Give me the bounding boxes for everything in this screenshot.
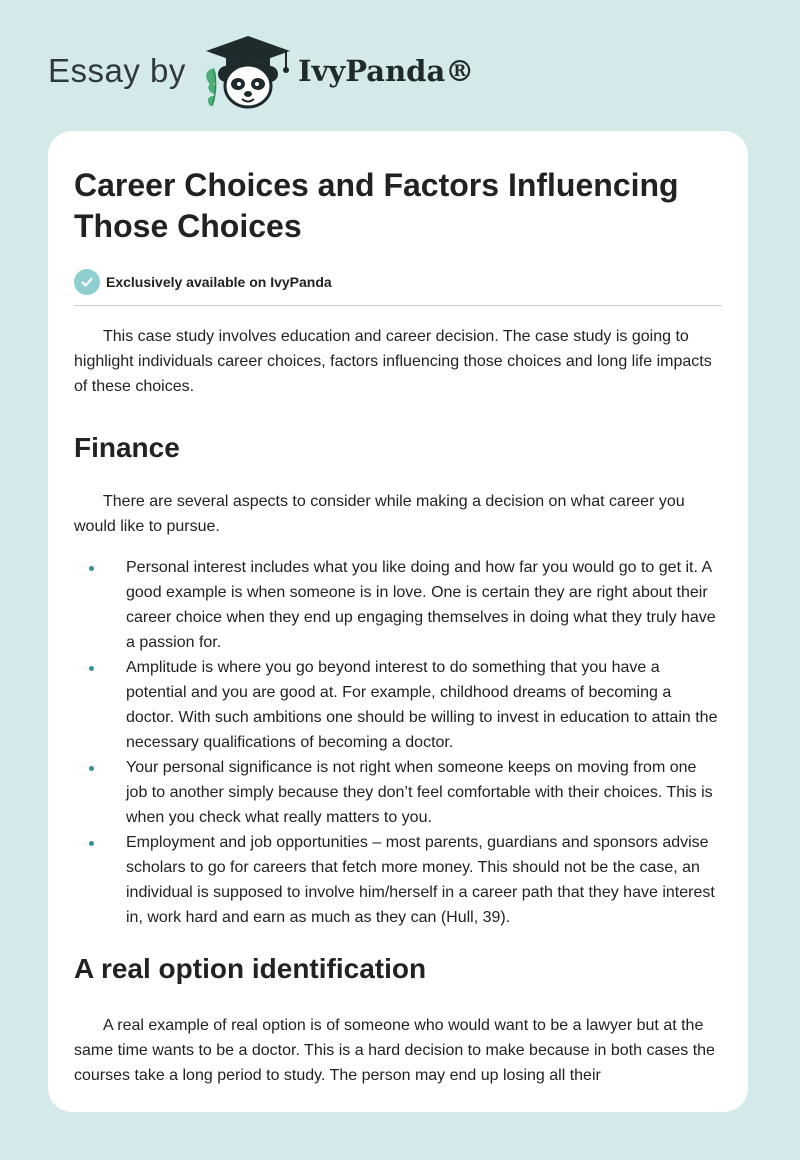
intro-paragraph: This case study involves education and career decision. The case study is going to highlight individuals career choices, factors influencing those choices and long life impacts of these choices. [74, 328, 712, 395]
bullet-icon [89, 566, 94, 571]
list-item [74, 830, 722, 930]
divider [74, 305, 722, 306]
essay-by-label: Essay by [48, 52, 186, 89]
ivypanda-logo[interactable] [202, 34, 294, 110]
finance-paragraph: There are several aspects to consider while making a decision on what career you would like to pursue. [74, 493, 685, 535]
section-heading-real-option: A real option identification [74, 953, 427, 984]
list-item-text: Amplitude is where you go beyond interest to do something that you have a potential and you are good at. For example, childhood dreams of becoming a doctor. With such ambitions one should be willing to invest in education to attain the necessary qualifications of becoming a doctor. [126, 659, 718, 751]
essay-card [48, 131, 748, 1112]
brand-name[interactable]: IvyPanda® [298, 54, 475, 88]
list-item [74, 755, 722, 830]
finance-bullet-list [74, 555, 722, 930]
site-header [48, 34, 508, 110]
page-title: Career Choices and Factors Influencing Those Choices [74, 167, 679, 244]
list-item-text: Employment and job opportunities – most parents, guardians and sponsors advise scholars to go for careers that fetch more money. This should not be the case, an individual is supposed to involve him/herself in a career path that they have interest in, work hard and earn as much as they can (Hull, 39). [126, 834, 715, 926]
exclusive-badge [74, 268, 722, 296]
bullet-icon [89, 666, 94, 671]
bullet-icon [89, 766, 94, 771]
real-option-paragraph: A real example of real option is of someone who would want to be a lawyer but at the same time wants to be a doctor. This is a hard decision to make because in both cases the courses take a long period to study. The person may end up losing all their [74, 1017, 715, 1084]
list-item-text: Your personal significance is not right when someone keeps on moving from one job to another simply because they don’t feel comfortable with their choices. This is when you check what really matters to you. [126, 759, 713, 826]
exclusive-badge-label: Exclusively available on IvyPanda [106, 274, 332, 290]
section-heading-finance: Finance [74, 432, 180, 463]
list-item-text: Personal interest includes what you like doing and how far you would go to get it. A good example is when someone is in love. One is certain they are right about their career choice when they end up engaging themselves in doing what they truly have a passion for. [126, 559, 716, 651]
list-item [74, 655, 722, 755]
check-icon [74, 269, 100, 295]
list-item [74, 555, 722, 655]
bullet-icon [89, 841, 94, 846]
essay-content [74, 165, 722, 1088]
